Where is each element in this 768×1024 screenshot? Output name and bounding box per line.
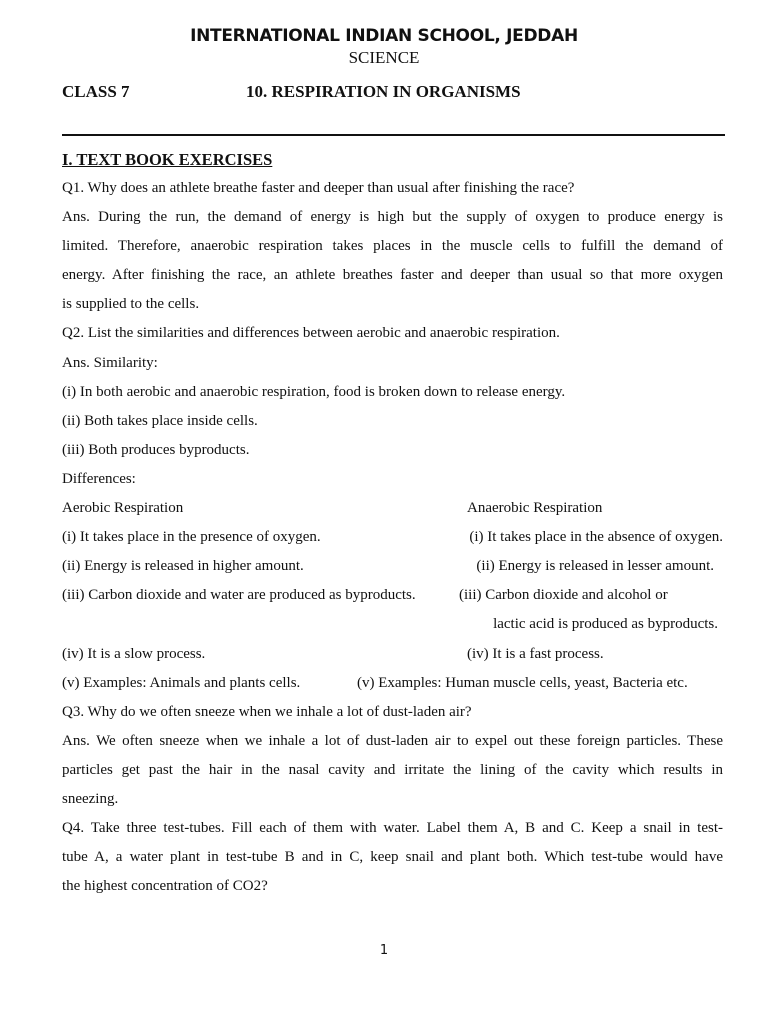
q1-answer-line: limited. Therefore, anaerobic respiration takes places in the muscle cells to fulfill the demand of: [62, 238, 723, 255]
anaerobic-point: (ii) Energy is released in lesser amount.: [476, 558, 714, 575]
chapter-title: 10. RESPIRATION IN ORGANISMS: [246, 82, 521, 101]
differences-row: [62, 523, 723, 552]
anaerobic-heading: Anaerobic Respiration: [467, 500, 603, 517]
differences-row: [62, 552, 723, 581]
aerobic-point: (i) It takes place in the presence of oxygen.: [62, 529, 321, 546]
differences-row: [62, 581, 723, 610]
aerobic-point: (iv) It is a slow process.: [62, 645, 206, 662]
q2-similarity-item: (iii) Both produces byproducts.: [62, 441, 250, 458]
header-divider: [62, 134, 725, 136]
exercise-body: [62, 174, 723, 901]
anaerobic-point: (v) Examples: Human muscle cells, yeast, Bacteria etc.: [357, 674, 688, 691]
q2-similarity-label: Ans. Similarity:: [62, 354, 158, 371]
q4-question-line: Q4. Take three test-tubes. Fill each of them with water. Label them A, B and C. Keep a snail in test-: [62, 820, 723, 837]
q1-answer-line: is supplied to the cells.: [62, 296, 200, 313]
q1-answer-line: energy. After finishing the race, an athlete breathes faster and deeper than usual so that more oxygen: [62, 267, 723, 284]
anaerobic-point: (i) It takes place in the absence of oxygen.: [469, 529, 723, 546]
anaerobic-point: (iv) It is a fast process.: [467, 645, 604, 662]
differences-row: [62, 640, 723, 669]
anaerobic-point: (iii) Carbon dioxide and alcohol or: [459, 587, 668, 604]
q3-question: Q3. Why do we often sneeze when we inhale a lot of dust-laden air?: [62, 703, 472, 720]
q3-answer-line: particles get past the hair in the nasal cavity and irritate the lining of the cavity which results in: [62, 761, 723, 778]
aerobic-heading: Aerobic Respiration: [62, 500, 184, 517]
school-name: INTERNATIONAL INDIAN SCHOOL, JEDDAH: [190, 26, 578, 46]
differences-header-row: [62, 494, 723, 523]
q3-answer-line: Ans. We often sneeze when we inhale a lot of dust-laden air to expel out these foreign particles. These: [62, 732, 723, 749]
anaerobic-point: lactic acid is produced as byproducts.: [493, 616, 718, 633]
aerobic-point: (v) Examples: Animals and plants cells.: [62, 674, 301, 691]
aerobic-point: (iii) Carbon dioxide and water are produced as byproducts.: [62, 587, 416, 604]
q4-question-line: the highest concentration of CO2?: [62, 878, 268, 895]
section-title: I. TEXT BOOK EXERCISES: [62, 150, 273, 169]
q2-question: Q2. List the similarities and differences between aerobic and anaerobic respiration.: [62, 325, 560, 342]
class-label: CLASS 7: [62, 82, 130, 101]
q1-answer-line: Ans. During the run, the demand of energy is high but the supply of oxygen to produce energy is: [62, 209, 723, 226]
q4-question-line: tube A, a water plant in test-tube B and in C, keep snail and plant both. Which test-tube would have: [62, 849, 723, 866]
aerobic-point: (ii) Energy is released in higher amount.: [62, 558, 304, 575]
q3-answer-line: sneezing.: [62, 790, 119, 807]
differences-row: [62, 669, 723, 698]
q1-question: Q1. Why does an athlete breathe faster and deeper than usual after finishing the race?: [62, 180, 575, 196]
q2-differences-label: Differences:: [62, 470, 136, 487]
subject-title: SCIENCE: [348, 48, 420, 67]
q2-similarity-item: (i) In both aerobic and anaerobic respiration, food is broken down to release energy.: [62, 383, 566, 400]
q2-similarity-item: (ii) Both takes place inside cells.: [62, 412, 258, 429]
differences-row: [62, 610, 723, 639]
page-number: 1: [379, 943, 389, 958]
